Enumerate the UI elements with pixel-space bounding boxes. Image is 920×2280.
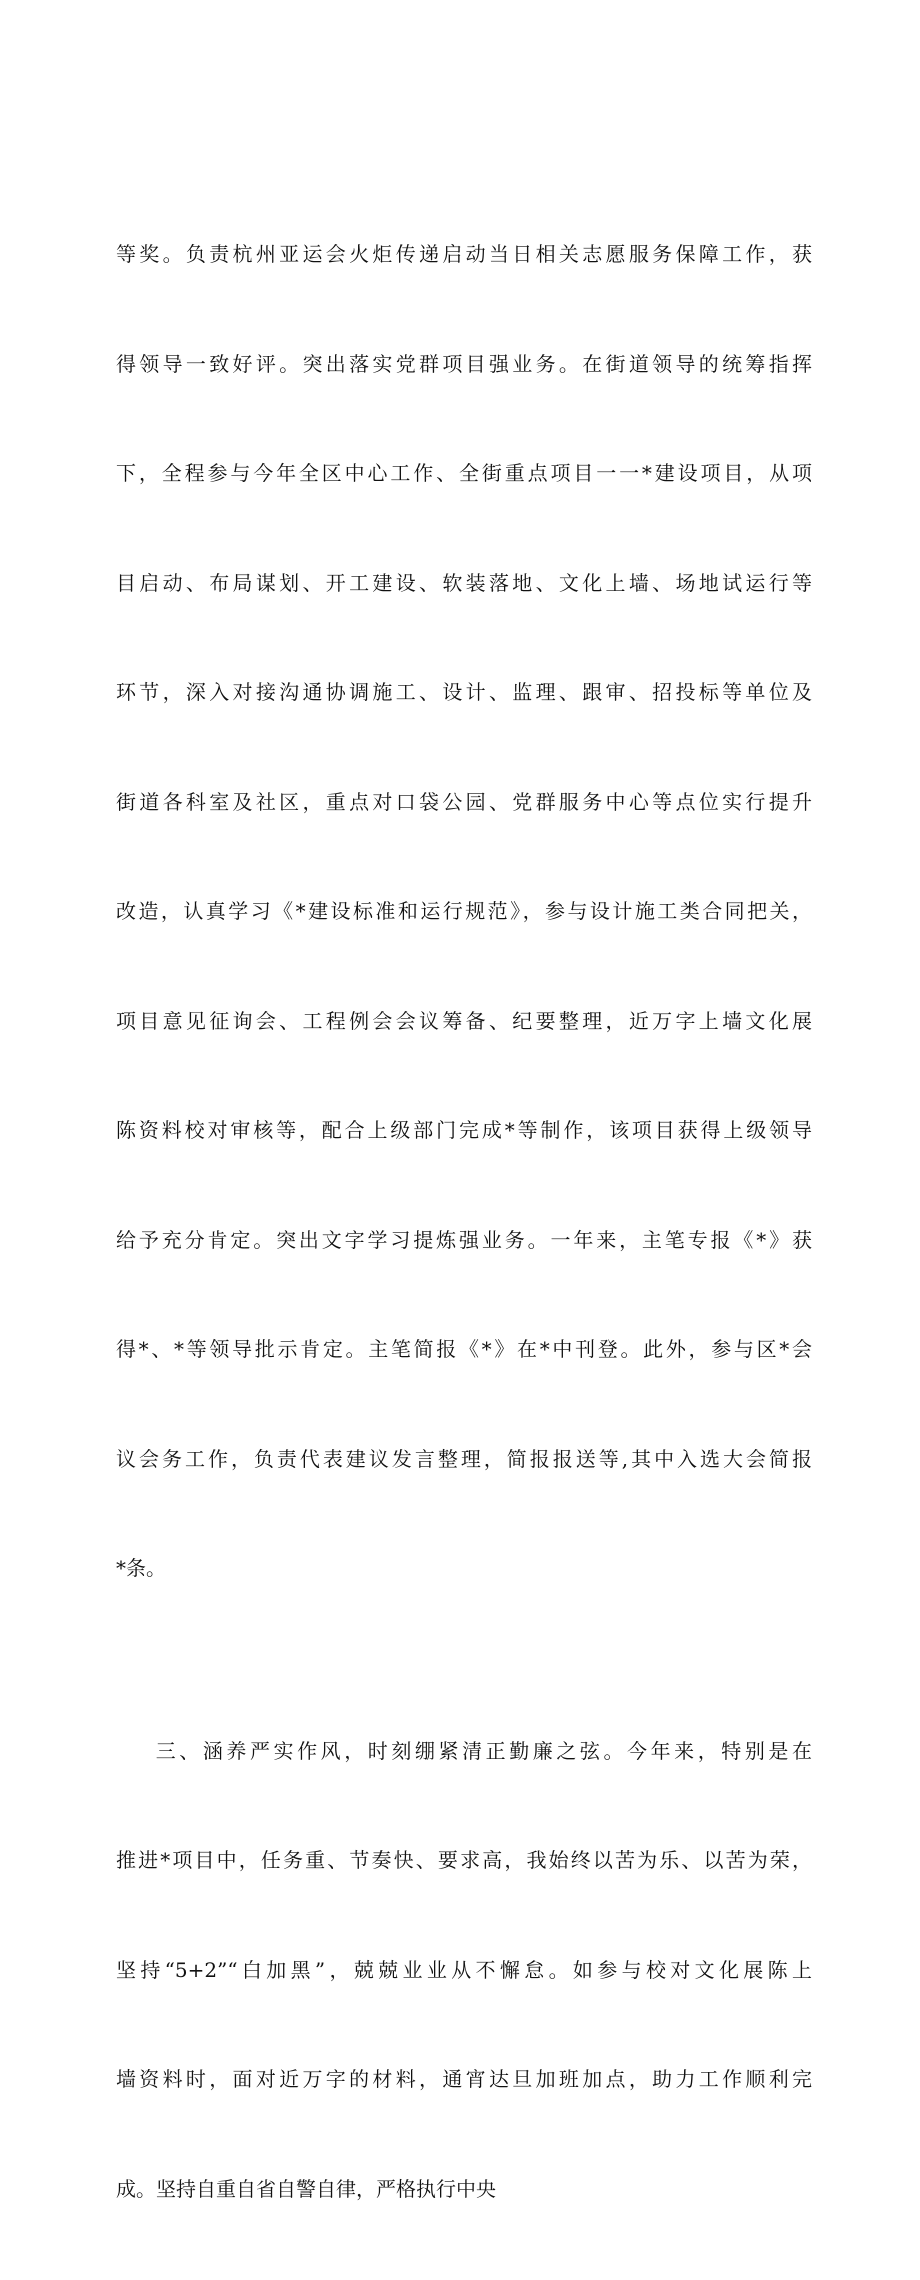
text-line: *条。 [116,1550,812,1587]
text-line: 坚持“5+2”“白加黑”，兢兢业业从不懈怠。如参与校对文化展陈上 [116,1952,812,1989]
text-line: 街道各科室及社区，重点对口袋公园、党群服务中心等点位实行提升 [116,784,812,821]
text-line: 议会务工作，负责代表建议发言整理，简报报送等,其中入选大会简报 [116,1441,812,1478]
text-line: 得*、*等领导批示肯定。主笔简报《*》在*中刊登。此外，参与区*会 [116,1331,812,1368]
text-line: 推进*项目中，任务重、节奏快、要求高，我始终以苦为乐、以苦为荣， [116,1842,812,1879]
text-line: 项目意见征询会、工程例会会议筹备、纪要整理，近万字上墙文化展 [116,1003,812,1040]
text-line: 改造，认真学习《*建设标准和运行规范》，参与设计施工类合同把关， [116,893,812,930]
document-body [116,163,812,2280]
text-line: 下，全程参与今年全区中心工作、全街重点项目一一*建设项目，从项 [116,455,812,492]
text-line: 成。坚持自重自省自警自律，严格执行中央 [116,2171,812,2208]
text-line: 环节，深入对接沟通协调施工、设计、监理、跟审、招投标等单位及 [116,674,812,711]
paragraph-1 [116,163,812,1660]
text-line: 给予充分肯定。突出文字学习提炼强业务。一年来，主笔专报《*》获 [116,1222,812,1259]
text-line: 陈资料校对审核等，配合上级部门完成*等制作，该项目获得上级领导 [116,1112,812,1149]
text-line: 得领导一致好评。突出落实党群项目强业务。在街道领导的统筹指挥 [116,346,812,383]
paragraph-2 [116,1660,812,2280]
text-line: 等奖。负责杭州亚运会火炬传递启动当日相关志愿服务保障工作，获 [116,236,812,273]
text-line: 墙资料时，面对近万字的材料，通宵达旦加班加点，助力工作顺利完 [116,2061,812,2098]
text-line: 三、涵养严实作风，时刻绷紧清正勤廉之弦。今年来，特别是在 [116,1733,812,1770]
text-line: 目启动、布局谋划、开工建设、软装落地、文化上墙、场地试运行等 [116,565,812,602]
